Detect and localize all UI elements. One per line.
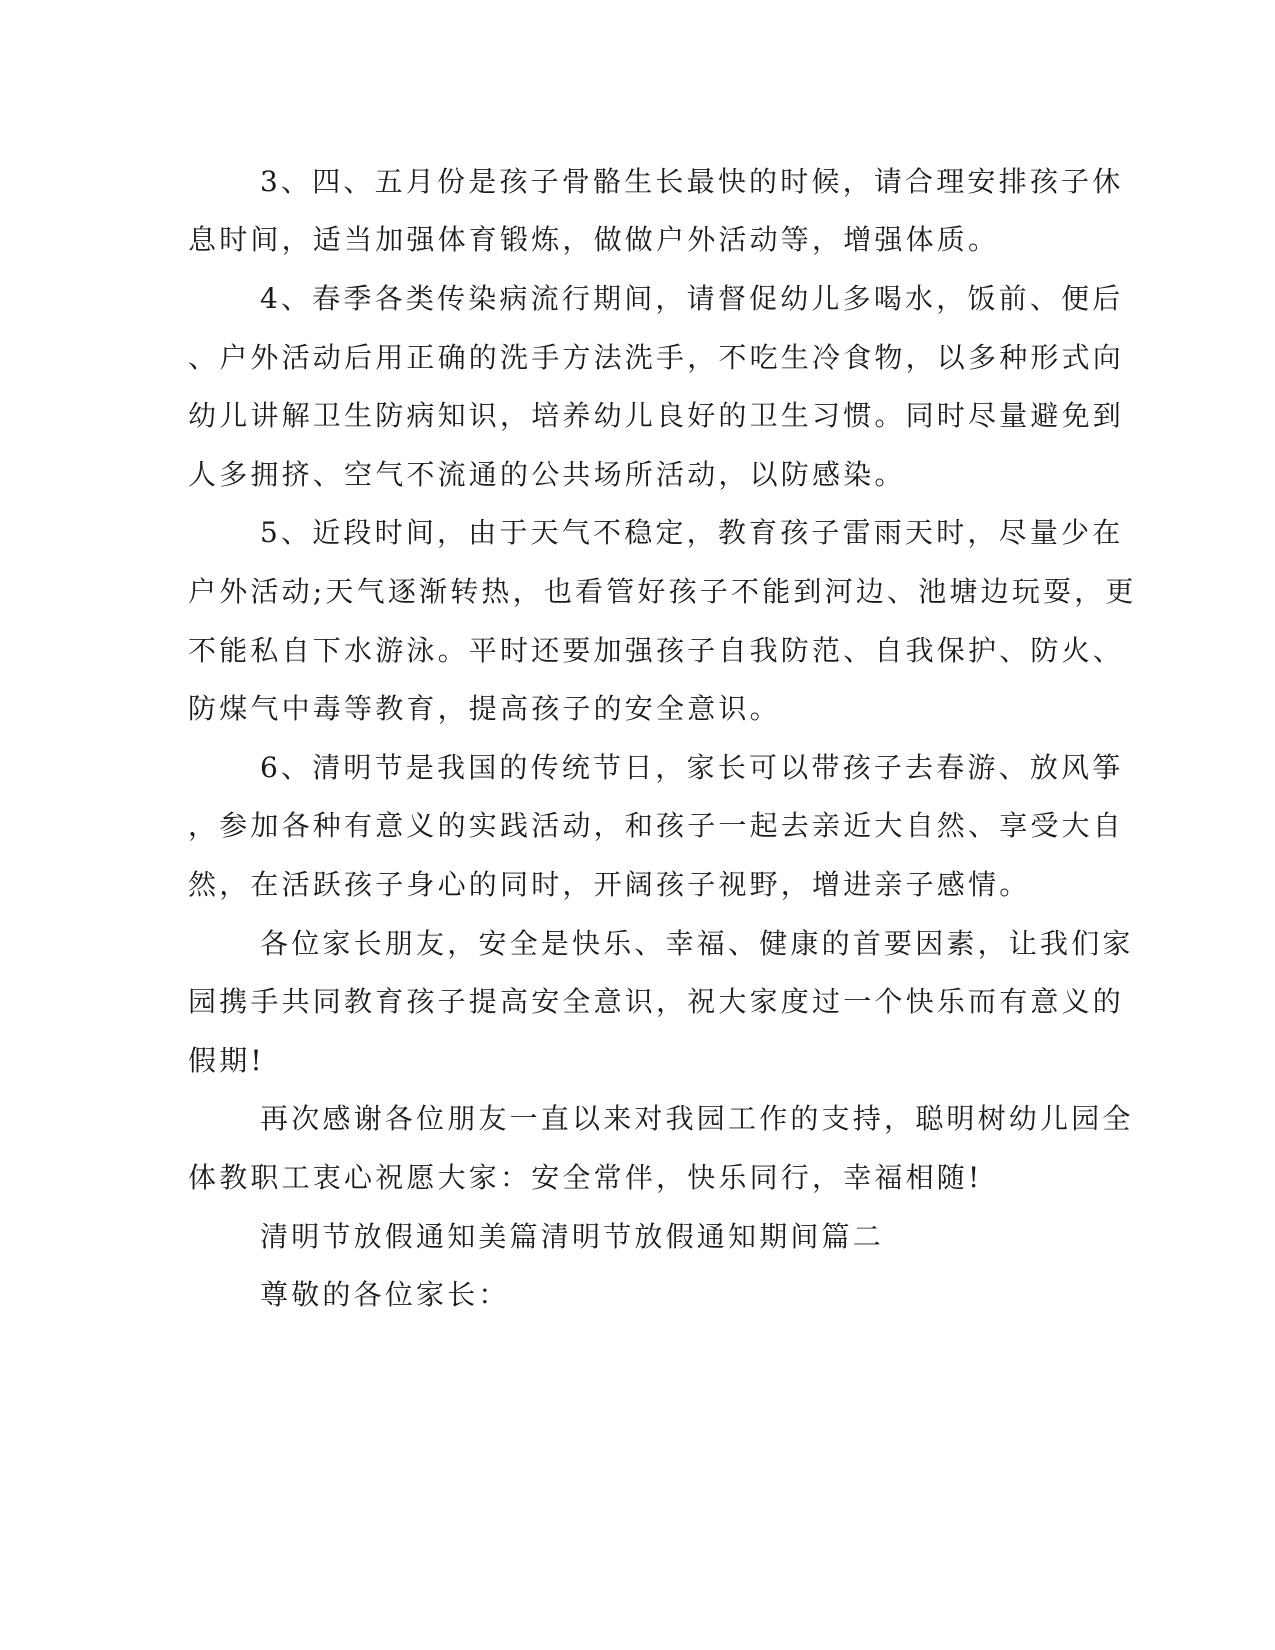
text-line: 假期! — [188, 1044, 265, 1077]
text-line: 防煤气中毒等教育，提高孩子的安全意识。 — [188, 692, 781, 725]
text-line: 5、近段时间，由于天气不稳定，教育孩子雷雨天时，尽量少在 — [260, 516, 1124, 549]
text-line: 体教职工衷心祝愿大家：安全常伴，快乐同行，幸福相随! — [188, 1161, 983, 1194]
text-line: ，参加各种有意义的实践活动，和孩子一起去亲近大自然、享受大自 — [188, 809, 1125, 842]
text-line: 然，在活跃孩子身心的同时，开阔孩子视野，增进亲子感情。 — [188, 868, 1031, 901]
text-line: 园携手共同教育孩子提高安全意识，祝大家度过一个快乐而有意义的 — [188, 985, 1125, 1018]
text-line: 、户外活动后用正确的洗手方法洗手，不吃生冷食物，以多种形式向 — [188, 341, 1125, 374]
text-line: 户外活动;天气逐渐转热，也看管好孩子不能到河边、池塘边玩耍，更 — [188, 575, 1137, 608]
text-line: 不能私自下水游泳。平时还要加强孩子自我防范、自我保护、防火、 — [188, 634, 1125, 667]
text-line: 幼儿讲解卫生防病知识，培养幼儿良好的卫生习惯。同时尽量避免到 — [188, 399, 1125, 432]
text-line: 3、四、五月份是孩子骨骼生长最快的时候，请合理安排孩子休 — [260, 165, 1124, 198]
text-line: 6、清明节是我国的传统节日，家长可以带孩子去春游、放风筝 — [260, 751, 1124, 784]
text-line: 人多拥挤、空气不流通的公共场所活动，以防感染。 — [188, 458, 906, 491]
salutation: 尊敬的各位家长： — [260, 1278, 510, 1311]
section-heading: 清明节放假通知美篇清明节放假通知期间篇二 — [260, 1220, 885, 1253]
text-line: 4、春季各类传染病流行期间，请督促幼儿多喝水，饭前、便后 — [260, 282, 1124, 315]
text-line: 各位家长朋友，安全是快乐、幸福、健康的首要因素，让我们家 — [260, 927, 1134, 960]
text-line: 息时间，适当加强体育锻炼，做做户外活动等，增强体质。 — [188, 223, 1000, 256]
text-line: 再次感谢各位朋友一直以来对我园工作的支持，聪明树幼儿园全 — [260, 1102, 1134, 1135]
